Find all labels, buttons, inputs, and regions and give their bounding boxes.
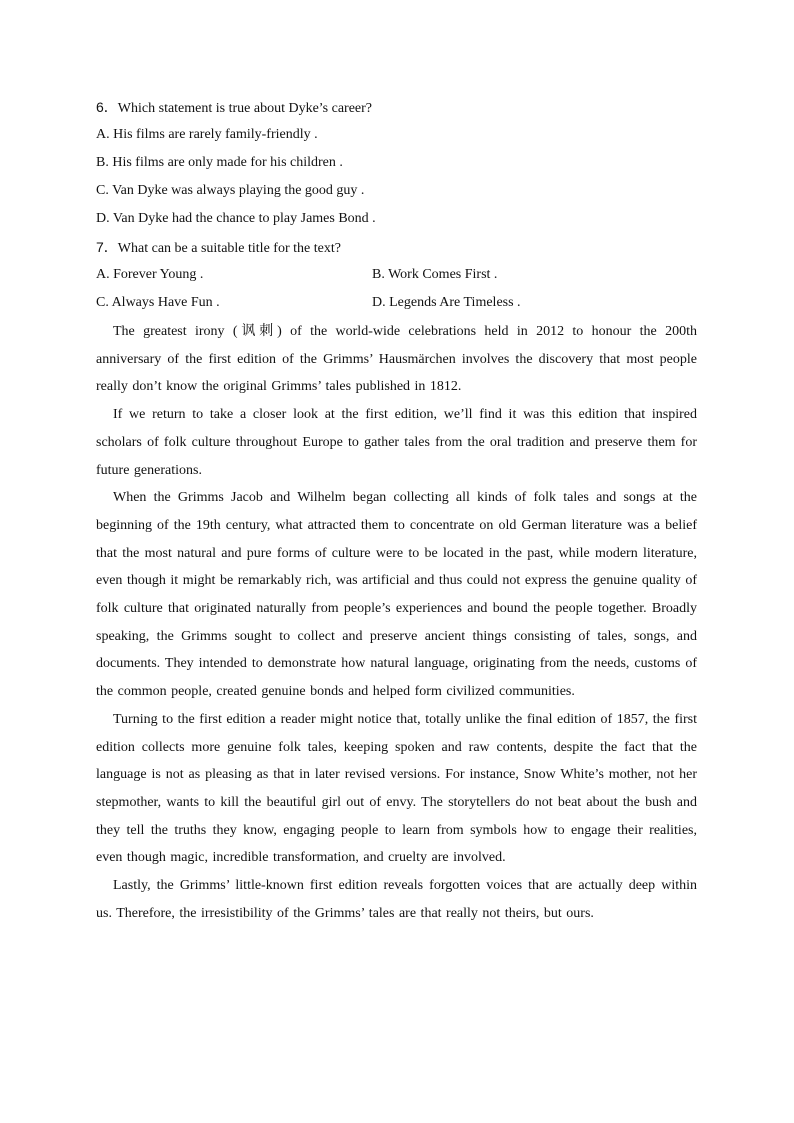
question-text: What can be a suitable title for the text? xyxy=(117,241,341,256)
question-6-option-d: D. Van Dyke had the chance to play James Bond . xyxy=(96,211,376,226)
passage-paragraph: The greatest irony (讽刺) of the world-wide celebrations held in 2012 to honour the 200th anniversary of the first edition of the Grimms’ Hausmärchen involves the discovery that most people really don’t know the original Grimms’ tales published in 1812. xyxy=(96,324,697,395)
question-7-option-b: B. Work Comes First . xyxy=(372,267,498,282)
question-6-option-a: A. His films are rarely family-friendly . xyxy=(96,127,318,142)
question-7-option-d: D. Legends Are Timeless . xyxy=(372,295,521,310)
passage-paragraph: Turning to the first edition a reader might notice that, totally unlike the final edition of 1857, the first edition collects more genuine folk tales, keeping spoken and raw contents, despite the fact that the language is not as pleasing as that in later revised versions. For instance, Snow White’s mother, not her stepmother, wants to kill the beautiful girl out of envy. The storytellers do not beat about the bush and they tell the truths they know, engaging people to learn from symbols how to engage their realities, even though magic, incredible transformation, and cruelty are involved. xyxy=(96,711,697,866)
question-6-option-c: C. Van Dyke was always playing the good guy . xyxy=(96,183,365,198)
question-number: 7 xyxy=(96,239,104,255)
question-6-stem xyxy=(96,93,697,121)
passage-paragraph: Lastly, the Grimms’ little-known first edition reveals forgotten voices that are actually deep within us. Therefore, the irresistibility of the Grimms’ tales are that really not theirs, but ours. xyxy=(96,878,697,921)
question-7-options-row-1 xyxy=(96,261,697,289)
question-7-option-c: C. Always Have Fun . xyxy=(96,295,220,310)
question-7-option-a: A. Forever Young . xyxy=(96,267,204,282)
question-7-stem xyxy=(96,233,697,261)
passage-paragraph: When the Grimms Jacob and Wilhelm began collecting all kinds of folk tales and songs at the beginning of the 19th century, what attracted them to concentrate on old German literature was a belief that the most natural and pure forms of culture were to be located in the past, while modern literature, even though it might be remarkably rich, was artificial and thus could not express the genuine quality of folk culture that originated naturally from people’s experiences and bound the people together. Broadly speaking, the Grimms sought to collect and preserve ancient things consisting of tales, songs, and documents. They intended to demonstrate how natural language, originating from the needs, customs of the common people, created genuine bonds and helped form civilized communities. xyxy=(96,490,697,700)
question-7-options-row-2 xyxy=(96,289,697,317)
question-number-dot: ． xyxy=(103,99,118,115)
passage-paragraph: If we return to take a closer look at the first edition, we’ll find it was this edition that inspired scholars of folk culture throughout Europe to gather tales from the oral tradition and preserve them for future generations. xyxy=(96,407,697,478)
document-page xyxy=(96,93,697,927)
question-number-dot: ． xyxy=(103,239,118,255)
question-number: 6 xyxy=(96,99,104,115)
question-text: Which statement is true about Dyke’s career? xyxy=(117,101,373,116)
question-6-option-b: B. His films are only made for his children . xyxy=(96,155,343,170)
